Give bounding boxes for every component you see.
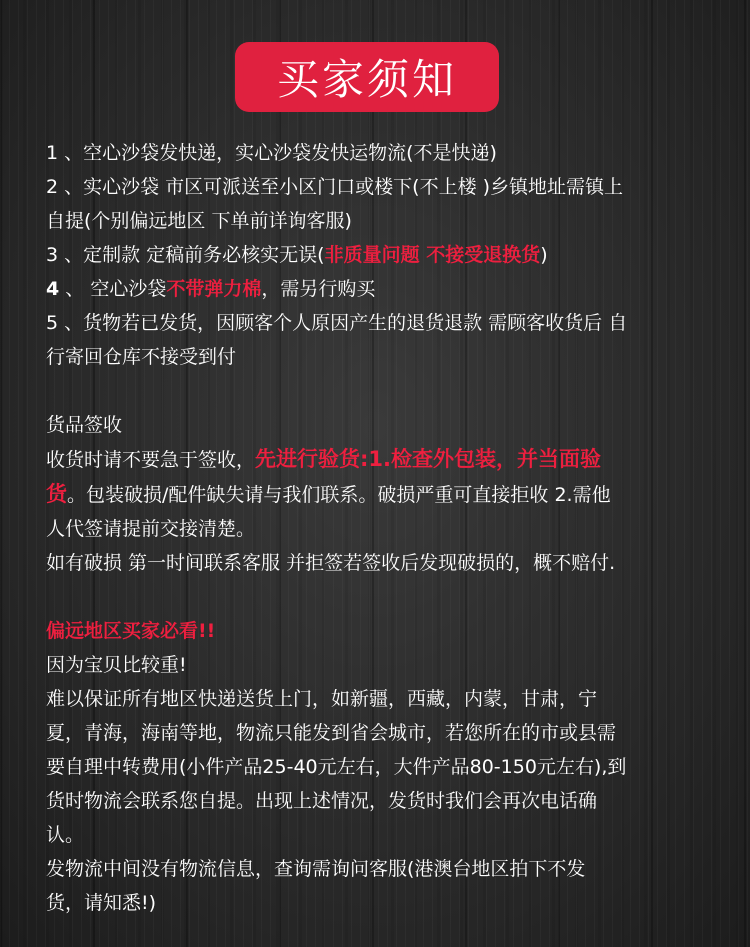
remote-line-4: 要自理中转费用(小件产品25-40元左右，大件产品80-150元左右),到 <box>46 756 627 778</box>
note-3-text: 3 、定制款 定稿前务必核实无误( <box>46 244 325 266</box>
page-title: 买家须知 <box>276 55 457 104</box>
receipt-line-1 <box>46 442 726 477</box>
spacer <box>46 580 726 614</box>
note-1: 1 、空心沙袋发快递，实心沙袋发快运物流(不是快递) <box>46 142 497 164</box>
note-4-end: ，需另行购买 <box>261 278 376 300</box>
remote-line-8: 货，请知悉!) <box>46 892 157 914</box>
receipt-line-1-highlight: 先进行验货:1.检查外包装，并当面验 <box>255 447 602 471</box>
remote-line-1: 因为宝贝比较重! <box>46 654 187 676</box>
remote-line-2: 难以保证所有地区快递送货上门，如新疆，西藏，内蒙，甘肃，宁 <box>46 688 598 710</box>
notice-content <box>46 136 726 920</box>
receipt-line-2 <box>46 477 726 512</box>
note-4 <box>46 272 726 306</box>
note-5-line-1: 5 、货物若已发货，因顾客个人原因产生的退货退款 需顾客收货后 自 <box>46 312 628 334</box>
receipt-line-2-highlight: 货 <box>46 482 67 506</box>
note-3-highlight: 非质量问题 不接受退换货 <box>324 244 541 266</box>
receipt-line-4: 如有破损 第一时间联系客服 并拒签若签收后发现破损的，概不赔付. <box>46 552 616 574</box>
remote-line-5: 货时物流会联系您自提。出现上述情况，发货时我们会再次电话确 <box>46 790 598 812</box>
note-4-text: 、 空心沙袋 <box>59 278 167 300</box>
note-3 <box>46 238 726 272</box>
remote-line-6: 认。 <box>46 824 85 846</box>
receipt-line-2-text: 。包装破损/配件缺失请与我们联系。破损严重可直接拒收 2.需他 <box>67 484 611 506</box>
note-4-number: 4 <box>46 278 60 300</box>
note-3-end: ) <box>540 244 548 266</box>
spacer <box>46 374 726 408</box>
note-2-line-1: 2 、实心沙袋 市区可派送至小区门口或楼下(不上楼 )乡镇地址需镇上 <box>46 176 624 198</box>
receipt-line-3: 人代签请提前交接清楚。 <box>46 518 256 540</box>
remote-heading: 偏远地区买家必看!! <box>46 620 216 642</box>
receipt-heading: 货品签收 <box>46 414 123 436</box>
receipt-line-1-text: 收货时请不要急于签收， <box>46 449 256 471</box>
note-4-highlight: 不带弹力棉 <box>166 278 262 300</box>
note-2-line-2: 自提(个别偏远地区 下单前详询客服) <box>46 210 352 232</box>
remote-line-7: 发物流中间没有物流信息，查询需询问客服(港澳台地区拍下不发 <box>46 858 586 880</box>
note-5-line-2: 行寄回仓库不接受到付 <box>46 346 237 368</box>
title-banner <box>235 42 499 112</box>
remote-line-3: 夏，青海，海南等地，物流只能发到省会城市，若您所在的市或县需 <box>46 722 617 744</box>
